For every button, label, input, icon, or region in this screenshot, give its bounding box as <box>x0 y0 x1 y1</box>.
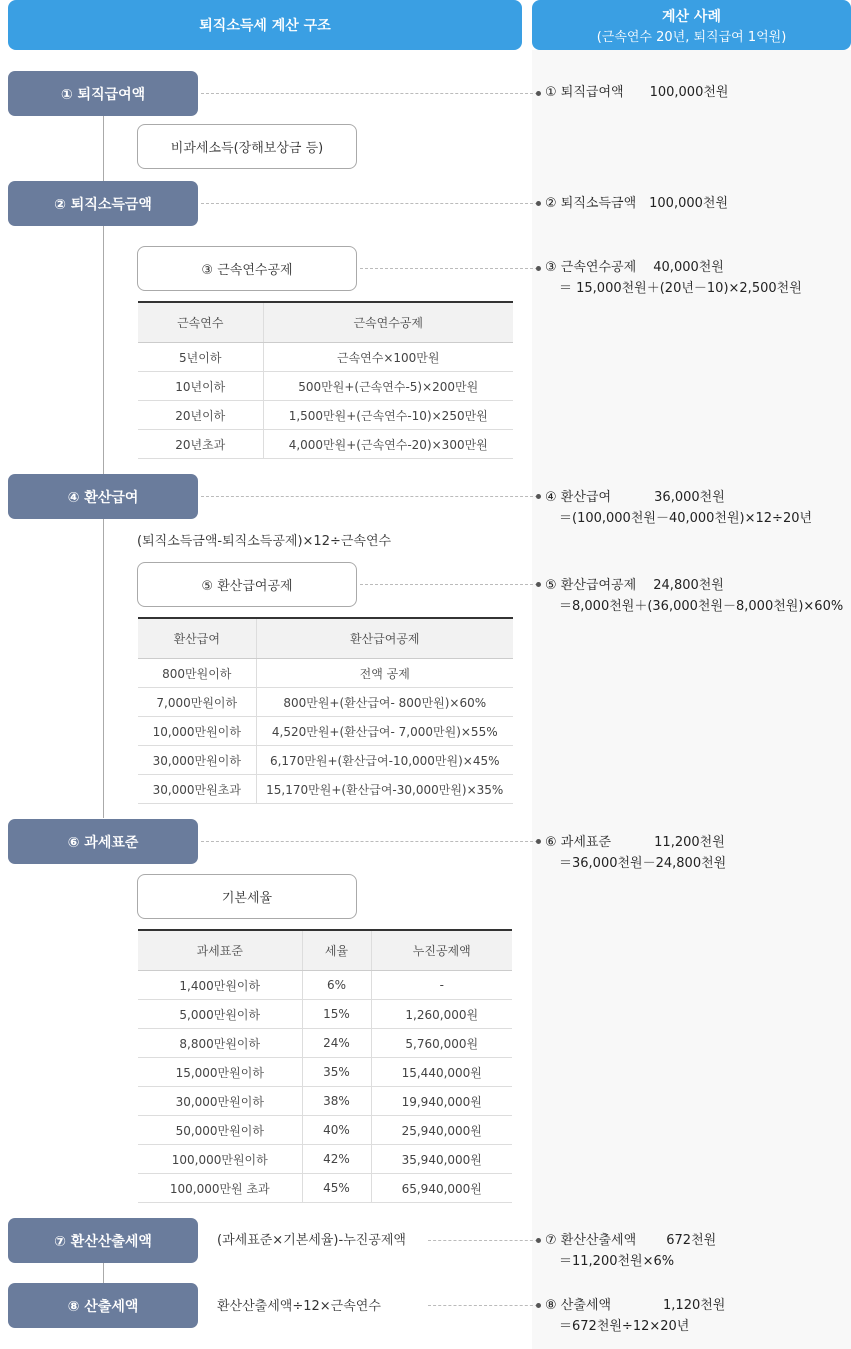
table-row: 10년이하 500만원+(근속연수-5)×200만원 <box>138 372 513 401</box>
table-row: 100,000만원 초과 45% 65,940,000원 <box>138 1174 512 1203</box>
connector-dot <box>536 266 541 271</box>
dashed-connector <box>201 841 538 842</box>
converted-pay-deduction-box: ⑤ 환산급여공제 <box>137 562 357 607</box>
table-header: 환산급여 <box>138 618 256 659</box>
result-service-deduction: ③ 근속연수공제 40,000천원 ＝ 15,000천원＋(20년－10)×2,500천원 <box>545 260 802 296</box>
table-row: 15,000만원이하 35% 15,440,000원 <box>138 1058 512 1087</box>
table-row: 100,000만원이하 42% 35,940,000원 <box>138 1145 512 1174</box>
dashed-connector <box>201 93 538 94</box>
step-final-tax: ⑧ 산출세액 <box>8 1283 198 1328</box>
table-row: 5,000만원이하 15% 1,260,000원 <box>138 1000 512 1029</box>
result-converted-pay: ④ 환산급여 36,000천원 ＝(100,000천원－40,000천원)×12÷20년 <box>545 490 813 526</box>
result-severance-pay: ① 퇴직급여액 100,000천원 <box>545 85 729 100</box>
table-header: 근속연수 <box>138 302 263 343</box>
result-retirement-income: ② 퇴직소득금액 100,000천원 <box>545 196 729 211</box>
dashed-connector <box>428 1305 538 1306</box>
dashed-connector <box>201 203 538 204</box>
basic-tax-rate-box: 기본세율 <box>137 874 357 919</box>
example-header-subtitle: (근속연수 20년, 퇴직급여 1억원) <box>596 29 787 45</box>
result-converted-tax: ⑦ 환산산출세액 672천원 ＝11,200천원×6% <box>545 1233 717 1269</box>
flow-connector-line-bottom <box>103 1262 104 1284</box>
connector-dot <box>536 839 541 844</box>
result-converted-deduction: ⑤ 환산급여공제 24,800천원 ＝8,000천원＋(36,000천원－8,000천원)×60% <box>545 578 844 614</box>
calc-tax-formula: (과세표준×기본세율)-누진공제액 <box>217 1233 406 1248</box>
connector-dot <box>536 1238 541 1243</box>
result-final-tax: ⑧ 산출세액 1,120천원 ＝672천원÷12×20년 <box>545 1298 726 1334</box>
table-row: 20년이하 1,500만원+(근속연수-10)×250만원 <box>138 401 513 430</box>
connector-dot <box>536 91 541 96</box>
example-header-title: 계산 사례 <box>662 8 721 25</box>
dashed-connector <box>360 584 538 585</box>
step-converted-pay: ④ 환산급여 <box>8 474 198 519</box>
dashed-connector <box>428 1240 538 1241</box>
table-row: 7,000만원이하 800만원+(환산급여- 800만원)×60% <box>138 688 513 717</box>
result-panel-bg <box>532 50 851 1349</box>
service-deduction-table <box>138 301 513 459</box>
basic-tax-rate-table <box>138 929 512 1203</box>
table-row: 1,400만원이하 6% - <box>138 971 512 1000</box>
connector-dot <box>536 201 541 206</box>
table-header: 누진공제액 <box>371 930 512 971</box>
conversion-formula: (퇴직소득금액-퇴직소득공제)×12÷근속연수 <box>137 534 392 549</box>
result-tax-base: ⑥ 과세표준 11,200천원 ＝36,000천원－24,800천원 <box>545 835 727 871</box>
table-row: 50,000만원이하 40% 25,940,000원 <box>138 1116 512 1145</box>
step-converted-tax: ⑦ 환산산출세액 <box>8 1218 198 1263</box>
table-header: 근속연수공제 <box>263 302 513 343</box>
table-row: 20년초과 4,000만원+(근속연수-20)×300만원 <box>138 430 513 459</box>
final-tax-formula: 환산산출세액÷12×근속연수 <box>217 1299 381 1314</box>
connector-dot <box>536 1303 541 1308</box>
table-row: 30,000만원초과 15,170만원+(환산급여-30,000만원)×35% <box>138 775 513 804</box>
table-row: 5년이하 근속연수×100만원 <box>138 343 513 372</box>
table-row: 30,000만원이하 38% 19,940,000원 <box>138 1087 512 1116</box>
table-header: 환산급여공제 <box>256 618 513 659</box>
step-tax-base: ⑥ 과세표준 <box>8 819 198 864</box>
converted-deduction-table <box>138 617 513 804</box>
table-row: 30,000만원이하 6,170만원+(환산급여-10,000만원)×45% <box>138 746 513 775</box>
dashed-connector <box>360 268 538 269</box>
table-row: 8,800만원이하 24% 5,760,000원 <box>138 1029 512 1058</box>
table-row: 800만원이하 전액 공제 <box>138 659 513 688</box>
nontaxable-income-box: 비과세소득(장해보상금 등) <box>137 124 357 169</box>
table-header: 과세표준 <box>138 930 302 971</box>
table-row: 10,000만원이하 4,520만원+(환산급여- 7,000만원)×55% <box>138 717 513 746</box>
step-retirement-income: ② 퇴직소득금액 <box>8 181 198 226</box>
example-header <box>532 0 851 50</box>
step-severance-pay: ① 퇴직급여액 <box>8 71 198 116</box>
connector-dot <box>536 582 541 587</box>
table-header: 세율 <box>302 930 371 971</box>
dashed-connector <box>201 496 538 497</box>
service-years-deduction-box: ③ 근속연수공제 <box>137 246 357 291</box>
structure-header <box>8 0 522 50</box>
structure-header-title: 퇴직소득세 계산 구조 <box>199 18 331 34</box>
connector-dot <box>536 494 541 499</box>
